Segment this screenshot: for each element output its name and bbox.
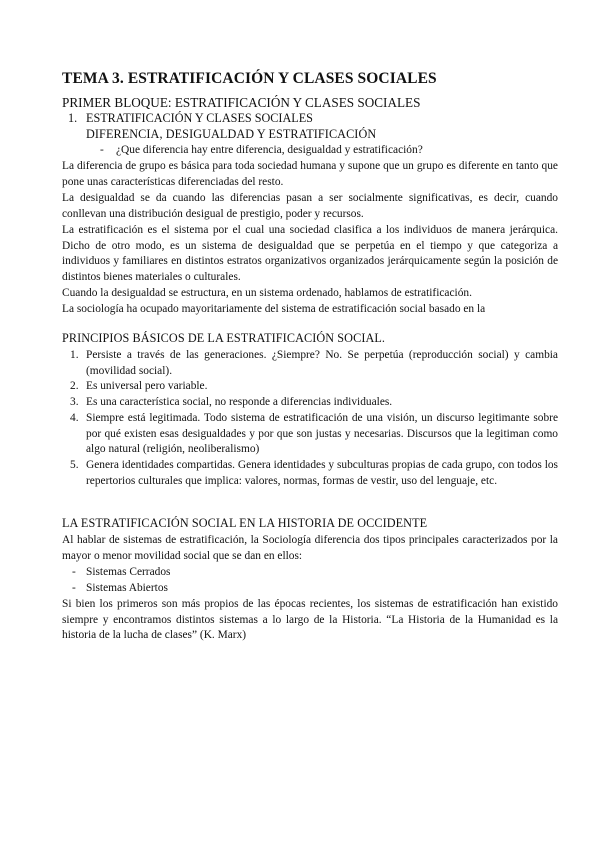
paragraph-difference: La diferencia de grupo es básica para toda sociedad humana y supone que un grupo es diferente en tanto que pone unas características diferenciadas del resto. xyxy=(62,160,558,188)
list-dash: - xyxy=(72,582,76,594)
list-dash: - xyxy=(72,566,76,578)
list-item-open: Sistemas Abiertos xyxy=(86,582,168,594)
principle-text: Persiste a través de las generaciones. ¿Siempre? No. Se perpetúa (reproducción social) y cambia (movilidad social). xyxy=(86,349,558,377)
paragraph-structured: Cuando la desigualdad se estructura, en un sistema ordenado, hablamos de estratificación. xyxy=(62,287,472,299)
history-heading: LA ESTRATIFICACIÓN SOCIAL EN LA HISTORIA DE OCCIDENTE xyxy=(62,516,428,530)
section-label: ESTRATIFICACIÓN Y CLASES SOCIALES xyxy=(86,111,313,125)
principle-number: 5. xyxy=(70,459,79,471)
principle-text: Siempre está legitimada. Todo sistema de estratificación de una visión, un discurso legitimante sobre por qué existen esas desigualdades y por que son justas y necesarias. Discursos que la legitiman como algo natural (religión, neoliberalismo) xyxy=(86,412,558,456)
paragraph-stratification: La estratificación es el sistema por el cual una sociedad clasifica a los individuos de manera jerárquica. Dicho de otro modo, es un sistema de desigualdad que se perpetúa en el tiempo y que categoriza a individuos y familiares en distintos estratos organizativos organizados jerárquicamente según la posición de distintos bienes materiales o culturales. xyxy=(62,224,558,283)
question-dash: - xyxy=(100,144,104,156)
subheading-difference: DIFERENCIA, DESIGUALDAD Y ESTRATIFICACIÓN xyxy=(86,127,377,141)
principle-number: 4. xyxy=(70,412,79,424)
list-item-closed: Sistemas Cerrados xyxy=(86,566,171,578)
section-number: 1. xyxy=(68,111,78,125)
history-intro: Al hablar de sistemas de estratificación, la Sociología diferencia dos tipos principales caracterizados por la mayor o menor movilidad social que se dan en ellos: xyxy=(62,534,558,562)
document-title: TEMA 3. ESTRATIFICACIÓN Y CLASES SOCIALES xyxy=(62,70,437,87)
principle-text: Genera identidades compartidas. Genera identidades y subculturas propias de cada grupo, con todos los repertorios culturales que implica: valores, normas, formas de vestir, uso del lenguaje, etc. xyxy=(86,459,558,487)
principles-heading: PRINCIPIOS BÁSICOS DE LA ESTRATIFICACIÓN SOCIAL. xyxy=(62,331,386,345)
principle-text: Es universal pero variable. xyxy=(86,380,208,392)
history-closing: Si bien los primeros son más propios de las épocas recientes, los sistemas de estratificación han existido siempre y encontramos distintos sistemas a lo largo de la Historia. “La Historia de la Humanidad es la historia de la lucha de clases” (K. Marx) xyxy=(62,598,558,642)
paragraph-inequality: La desigualdad se da cuando las diferencias pasan a ser socialmente significativas, es decir, cuando conllevan una distribución desigual de prestigio, poder y recursos. xyxy=(62,192,558,220)
principle-number: 1. xyxy=(70,349,79,361)
block-title: PRIMER BLOQUE: ESTRATIFICACIÓN Y CLASES SOCIALES xyxy=(62,95,421,110)
paragraph-sociology: La sociología ha ocupado mayoritariamente del sistema de estratificación social basado en la xyxy=(62,303,486,315)
principle-number: 2. xyxy=(70,380,79,392)
principle-number: 3. xyxy=(70,396,79,408)
principle-text: Es una característica social, no responde a diferencias individuales. xyxy=(86,396,393,408)
question-text: ¿Que diferencia hay entre diferencia, desigualdad y estratificación? xyxy=(116,144,423,156)
